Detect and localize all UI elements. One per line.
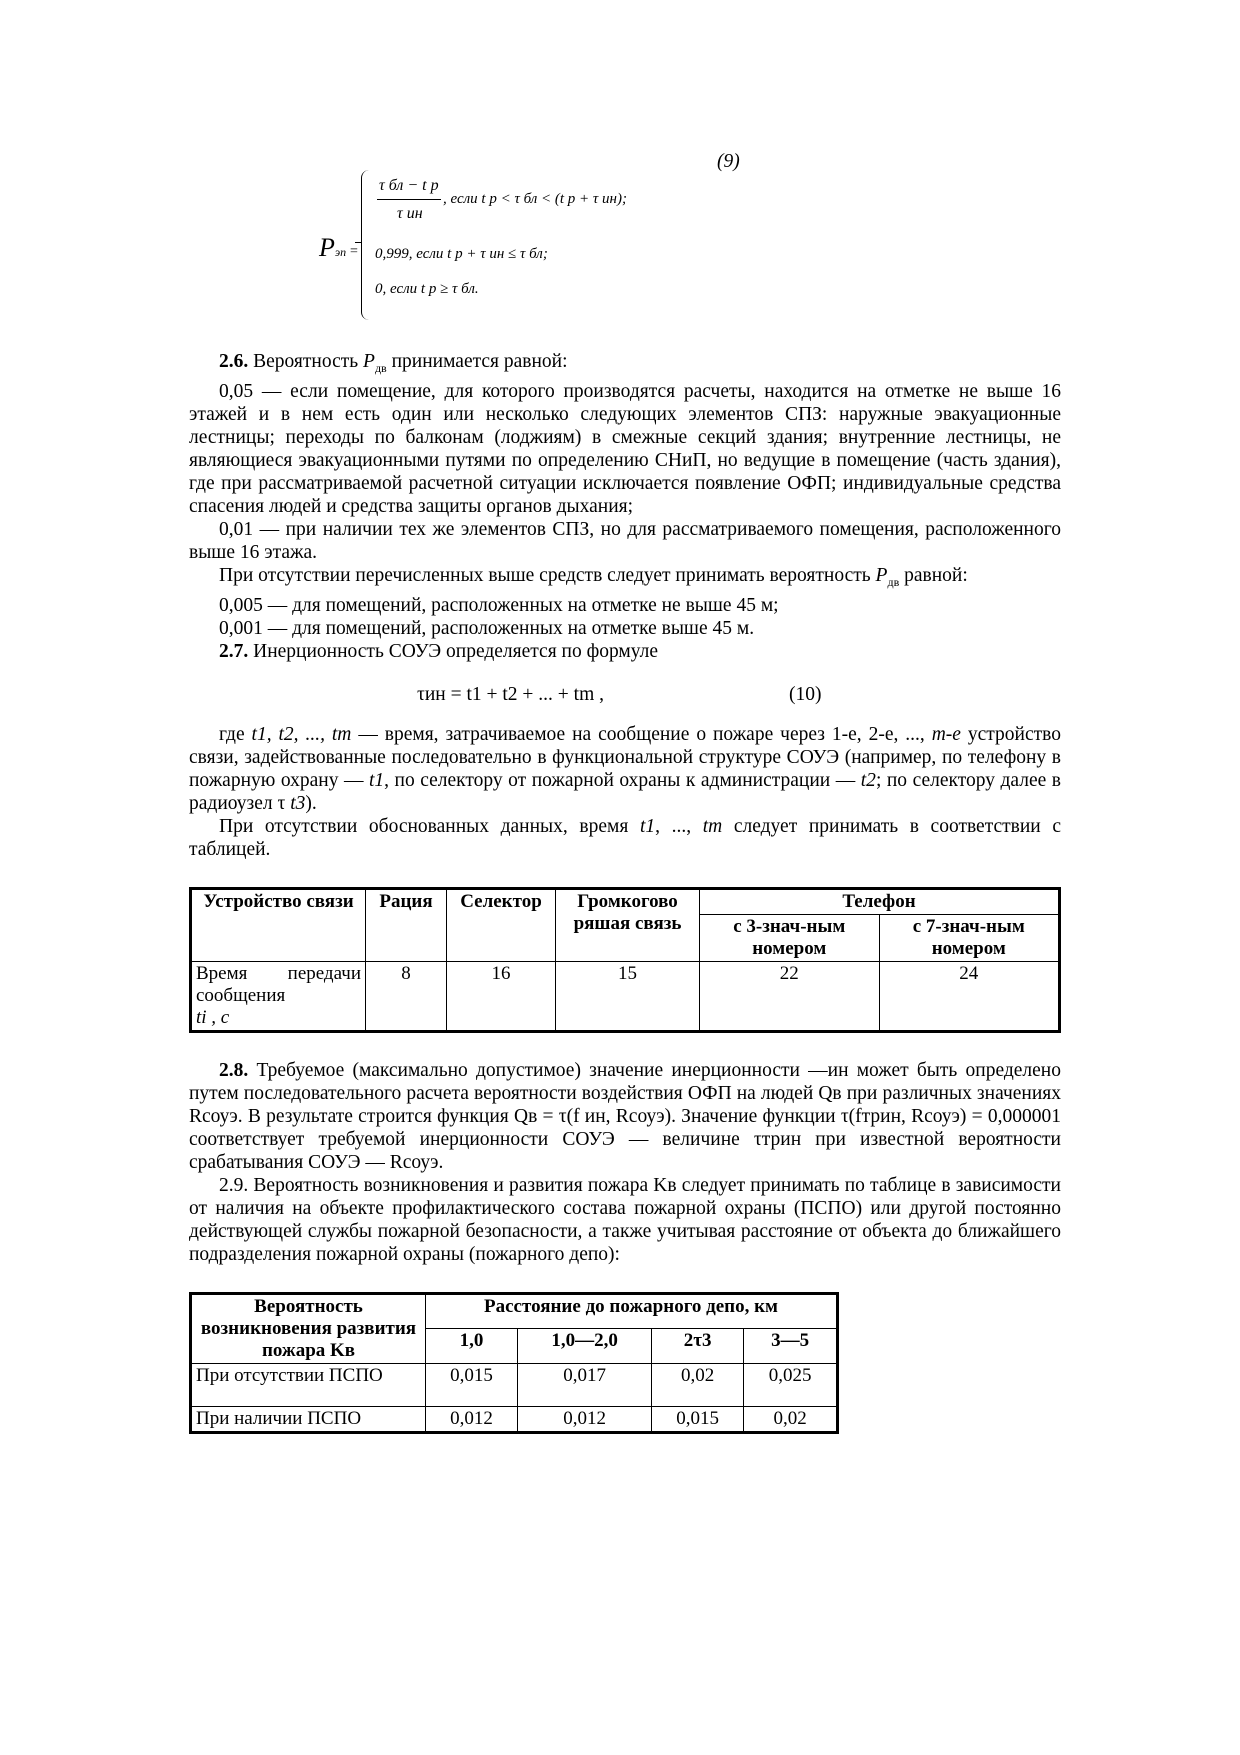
document-page xyxy=(189,140,1061,1434)
formula-lhs: Pэп xyxy=(319,233,347,262)
header-probability: Вероятность возникновения развития пожара Kв xyxy=(191,1293,426,1363)
cell-value: 0,015 xyxy=(426,1363,518,1406)
section-2-7-p2: При отсутствии обоснованных данных, время t1, ..., tm следует принимать в соответствии с таблицей. xyxy=(189,815,1062,860)
header-col-4: 3—5 xyxy=(744,1329,838,1363)
value-phone-7digit: 24 xyxy=(879,961,1060,1031)
section-2-7-where: где t1, t2, ..., tm — время, затрачиваемое на сообщение о пожаре через 1-е, 2-е, ..., m-е устройство связи, задействованные последовательно в функциональной структуре СОУЭ (например, по телефону в пожарную охрану — t1, по селектору от пожарной охраны к администрации — t2; по селектору далее в радиоузел τ t3). xyxy=(189,723,1062,814)
cell-value: 0,012 xyxy=(426,1406,518,1432)
formula-9-number: (9) xyxy=(717,151,740,172)
table-row xyxy=(191,888,1060,914)
section-2-6-intro: 2.6. Вероятность $P_{дв}$ принимается равной: xyxy=(219,351,568,375)
formula-case1-condition: , если t р < τ бл < (t р + τ ин); xyxy=(443,191,627,207)
header-col-1: 1,0 xyxy=(426,1329,518,1363)
header-col-3: 2τ3 xyxy=(652,1329,744,1363)
formula-case3: 0, если t р ≥ τ бл. xyxy=(375,281,479,297)
cell-value: 0,017 xyxy=(517,1363,651,1406)
header-selector: Селектор xyxy=(447,888,556,961)
header-phone: Телефон xyxy=(700,888,1060,914)
formula-10 xyxy=(189,663,1061,723)
section-2-7-intro: 2.7. Инерционность СОУЭ определяется по формуле xyxy=(219,640,659,662)
section-2-9: 2.9. Вероятность возникновения и развития пожара Kв следует принимать по таблице в зависимости от наличия на объекте профилактического состава пожарной охраны (ПСПО) или другой постоянно действующей службы пожарной безопасности, а также учитывая расстояние от объекта до ближайшего подразделения пожарной охраны (пожарного депо): xyxy=(189,1174,1061,1265)
table-row xyxy=(191,1293,838,1329)
cell-value: 0,015 xyxy=(652,1406,744,1432)
cell-value: 0,02 xyxy=(652,1363,744,1406)
section-2-6-p1: 0,05 — если помещение, для которого производятся расчеты, находится на отметке не выше 16 этажей и в нем есть один или несколько следующих элементов СПЗ: наружные эвакуационные лестницы; переходы по балконам (лоджиям) в смежные секций здания; внутренние лестницы, не являющиеся эвакуационными путями по определению СНиП, но ведущие в помещение (часть здания), где при рассматриваемой расчетной ситуации исключается появление ОФП; индивидуальные средства спасения людей и средства защиты органов дыхания; xyxy=(189,380,1061,517)
value-radio: 8 xyxy=(366,961,447,1031)
header-loudspeaker: Громкогово ряшая связь xyxy=(556,888,700,961)
formula-10-number: (10) xyxy=(789,683,822,705)
formula-case1-denominator: τ ин xyxy=(397,205,423,222)
formula-10-expression: τин = t1 + t2 + ... + tm , xyxy=(417,683,604,705)
formula-brace xyxy=(361,170,372,320)
header-phone-7digit: с 7-знач-ным номером xyxy=(879,914,1060,961)
formula-fraction-line xyxy=(377,199,441,200)
formula-eq-sign: = xyxy=(350,244,358,259)
section-2-6-p5: 0,001 — для помещений, расположенных на отметке выше 45 м. xyxy=(219,617,755,639)
table-row xyxy=(191,961,1060,1031)
section-2-6-p3: При отсутствии перечисленных выше средств следует принимать вероятность $P_{дв}$ равной: xyxy=(219,564,968,589)
formula-case2: 0,999, если t р + τ ин ≤ τ бл; xyxy=(375,246,548,262)
table-fire-probability xyxy=(189,1292,839,1434)
formula-9 xyxy=(189,140,1061,350)
header-phone-3digit: с 3-знач-ным номером xyxy=(700,914,880,961)
row-label: При наличии ПСПО xyxy=(191,1406,426,1432)
value-loudspeaker: 15 xyxy=(556,961,700,1031)
section-2-6-p2: 0,01 — при наличии тех же элементов СПЗ, но для рассматриваемого помещения, расположенного выше 16 этажа. xyxy=(189,518,1061,563)
section-2-6-p4: 0,005 — для помещений, расположенных на отметке не выше 45 м; xyxy=(219,594,779,616)
header-col-2: 1,0—2,0 xyxy=(517,1329,651,1363)
value-phone-3digit: 22 xyxy=(700,961,880,1031)
value-selector: 16 xyxy=(447,961,556,1031)
section-2-8: 2.8. Требуемое (максимально допустимое) значение инерционности —ин может быть определено путем последовательного расчета вероятности воздействия ОФП на людей Qв при различных значениях Rсоуэ. В результате строится функция Qв = τ(f ин, Rсоуэ). Значение функции τ(fтрин, Rсоуэ) = 0,000001 соответствует требуемой инерционности СОУЭ — величине τтрин при известной вероятности срабатывания СОУЭ — Rсоуэ. xyxy=(189,1059,1061,1173)
header-distance: Расстояние до пожарного депо, км xyxy=(426,1293,838,1329)
table-row xyxy=(191,1363,838,1406)
formula-case1-numerator: τ бл − t р xyxy=(379,177,439,194)
row-label: При отсутствии ПСПО xyxy=(191,1363,426,1406)
cell-value: 0,025 xyxy=(744,1363,838,1406)
header-device: Устройство связи xyxy=(191,888,366,961)
formula-brace-mid xyxy=(355,242,361,243)
header-radio: Рация xyxy=(366,888,447,961)
table-row xyxy=(191,1406,838,1432)
table-communication-devices xyxy=(189,887,1061,1033)
row-label: Время передачи сообщения ti , с xyxy=(191,961,366,1031)
cell-value: 0,02 xyxy=(744,1406,838,1432)
cell-value: 0,012 xyxy=(517,1406,651,1432)
